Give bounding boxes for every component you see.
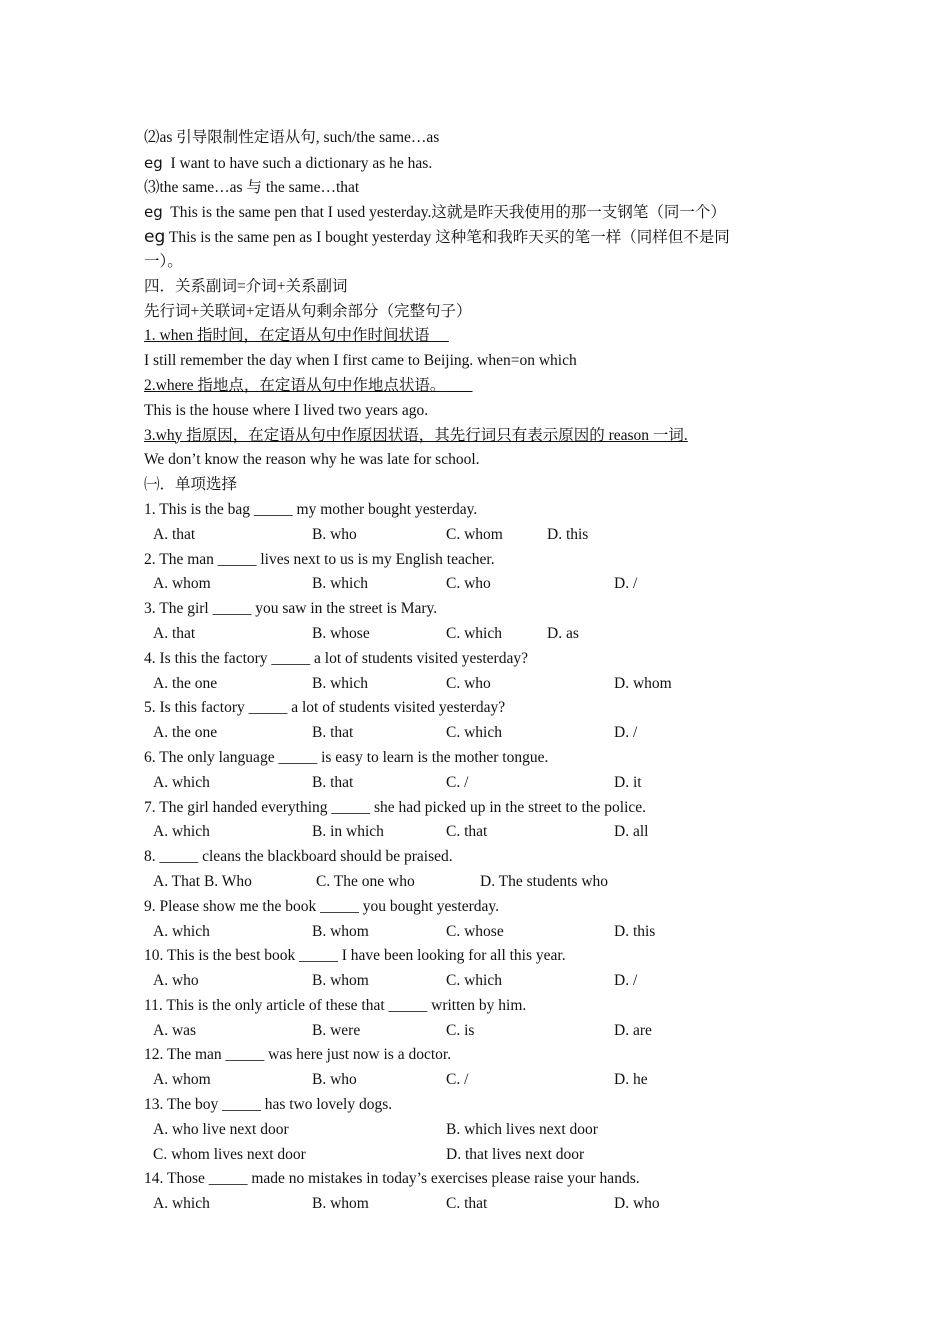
question-text: 9. Please show me the book _____ you bought yesterday. [144, 897, 500, 915]
options-row [144, 1068, 804, 1093]
answer-option[interactable]: A. whom [153, 575, 211, 593]
question-text: 7. The girl handed everything _____ she had picked up in the street to the police. [144, 798, 647, 816]
example-text: I want to have such a dictionary as he has. [170, 154, 433, 172]
question-text: 1. This is the bag _____ my mother bought yesterday. [144, 500, 478, 518]
exercise-title: ㈠．单项选择 [144, 476, 238, 494]
answer-option[interactable]: A. the one [153, 724, 218, 742]
question-text: 8. _____ cleans the blackboard should be praised. [144, 848, 453, 866]
question-text: 3. The girl _____ you saw in the street is Mary. [144, 600, 438, 618]
eg-tag: eg [144, 153, 163, 172]
options-row [144, 1143, 804, 1168]
same-heading: ⑶the same…as 与 the same…that [144, 178, 360, 196]
example-text: This is the same pen that I used yesterday.这就是昨天我使用的那一支钢笔（同一个） [170, 204, 726, 222]
question-list [144, 498, 804, 1217]
answer-option[interactable]: C. / [446, 1071, 469, 1089]
answer-option[interactable]: A. the one [153, 674, 218, 692]
options-row [144, 1192, 804, 1217]
answer-option[interactable]: A. was [153, 1021, 197, 1039]
options-row [144, 1118, 804, 1143]
answer-option[interactable]: A. which [153, 1195, 210, 1213]
answer-option[interactable]: D. are [614, 1021, 652, 1039]
same-example-2-cont: 一）。 [144, 252, 183, 270]
answer-option[interactable]: D. who [614, 1195, 660, 1213]
answer-option[interactable]: B. that [312, 773, 354, 791]
answer-option[interactable]: B. who [312, 1071, 357, 1089]
answer-option[interactable]: C. whom lives next door [153, 1145, 306, 1163]
when-rule: 1. when 指时间，在定语从句中作时间状语 [144, 327, 430, 345]
why-example: We don’t know the reason why he was late for school. [144, 451, 480, 469]
answer-option[interactable]: B. whom [312, 972, 369, 990]
why-rule: 3.why 指原因，在定语从句中作原因状语，其先行词只有表示原因的 reason 一词. [144, 426, 688, 444]
answer-option[interactable]: D. / [614, 724, 638, 742]
answer-option[interactable]: A. who [153, 972, 199, 990]
answer-option[interactable]: D. that lives next door [446, 1145, 585, 1163]
as-example [144, 151, 804, 176]
answer-option[interactable]: A. whom [153, 1071, 211, 1089]
answer-option[interactable]: B. whom [312, 922, 369, 940]
options-row [144, 721, 804, 746]
answer-option[interactable]: A. which [153, 922, 210, 940]
answer-option[interactable]: D. he [614, 1071, 648, 1089]
options-row [144, 1019, 804, 1044]
eg-tag: eg [144, 227, 166, 248]
answer-option[interactable]: B. that [312, 724, 354, 742]
answer-option[interactable]: D. as [547, 624, 579, 642]
answer-option[interactable]: A. that [153, 624, 196, 642]
question-text: 14. Those _____ made no mistakes in today’s exercises please raise your hands. [144, 1170, 640, 1188]
answer-option[interactable]: C. whose [446, 922, 504, 940]
answer-option[interactable]: B. whom [312, 1195, 369, 1213]
options-row [144, 771, 804, 796]
options-row [144, 622, 804, 647]
answer-option[interactable]: C. which [446, 624, 502, 642]
answer-option[interactable]: D. whom [614, 674, 672, 692]
options-row [144, 672, 804, 697]
options-row [144, 523, 804, 548]
answer-option[interactable]: A. which [153, 823, 210, 841]
answer-option[interactable]: D. The students who [480, 872, 609, 890]
answer-option[interactable]: B. who [312, 525, 357, 543]
section4-formula: 先行词+关联词+定语从句剩余部分（完整句子） [144, 302, 472, 320]
answer-option[interactable]: B. whose [312, 624, 370, 642]
as-heading: ⑵as 引导限制性定语从句, such/the same…as [144, 129, 440, 146]
document-page [144, 126, 804, 1217]
options-row [144, 572, 804, 597]
answer-option[interactable]: C. is [446, 1021, 475, 1039]
answer-option[interactable]: C. which [446, 972, 502, 990]
when-example: I still remember the day when I first came to Beijing. when=on which [144, 352, 577, 370]
answer-option[interactable]: A. which [153, 773, 210, 791]
answer-option[interactable]: C. The one who [316, 872, 415, 890]
answer-option[interactable]: C. who [446, 674, 491, 692]
question-text: 2. The man _____ lives next to us is my English teacher. [144, 550, 495, 568]
answer-option[interactable]: D. all [614, 823, 649, 841]
where-rule: 2.where 指地点，在定语从句中作地点状语。 [144, 376, 446, 394]
same-example-2 [144, 225, 804, 250]
section4-title: 四．关系副词=介词+关系副词 [144, 277, 348, 295]
answer-option[interactable]: D. it [614, 773, 642, 791]
answer-option[interactable]: C. which [446, 724, 502, 742]
answer-option[interactable]: C. that [446, 823, 488, 841]
answer-option[interactable]: C. whom [446, 525, 503, 543]
answer-option[interactable]: B. which [312, 674, 368, 692]
example-text: This is the same pen as I bought yesterday 这种笔和我昨天买的笔一样（同样但不是同 [168, 229, 730, 247]
answer-option[interactable]: D. / [614, 575, 638, 593]
options-row [144, 870, 804, 895]
answer-option[interactable]: A. who live next door [153, 1120, 289, 1138]
options-row [144, 920, 804, 945]
answer-option[interactable]: B. in which [312, 823, 384, 841]
question-text: 6. The only language _____ is easy to learn is the mother tongue. [144, 748, 549, 766]
question-text: 5. Is this factory _____ a lot of students visited yesterday? [144, 699, 506, 717]
options-row [144, 969, 804, 994]
answer-option[interactable]: C. that [446, 1195, 488, 1213]
answer-option[interactable]: B. which [312, 575, 368, 593]
answer-option[interactable]: A. that [153, 525, 196, 543]
answer-option[interactable]: D. this [547, 525, 589, 543]
answer-option[interactable]: B. which lives next door [446, 1120, 598, 1138]
answer-option[interactable]: B. were [312, 1021, 361, 1039]
same-example-1 [144, 200, 804, 225]
answer-option[interactable]: D. / [614, 972, 638, 990]
answer-option[interactable]: C. / [446, 773, 469, 791]
answer-option[interactable]: C. who [446, 575, 491, 593]
eg-tag: eg [144, 203, 163, 222]
answer-option[interactable]: A. That B. Who [153, 872, 252, 890]
question-text: 11. This is the only article of these that _____ written by him. [144, 996, 527, 1014]
question-text: 13. The boy _____ has two lovely dogs. [144, 1096, 393, 1114]
question-text: 10. This is the best book _____ I have been looking for all this year. [144, 947, 566, 965]
question-text: 12. The man _____ was here just now is a doctor. [144, 1046, 452, 1064]
answer-option[interactable]: D. this [614, 922, 656, 940]
options-row [144, 820, 804, 845]
where-example: This is the house where I lived two years ago. [144, 401, 429, 419]
question-text: 4. Is this the factory _____ a lot of students visited yesterday? [144, 649, 528, 667]
